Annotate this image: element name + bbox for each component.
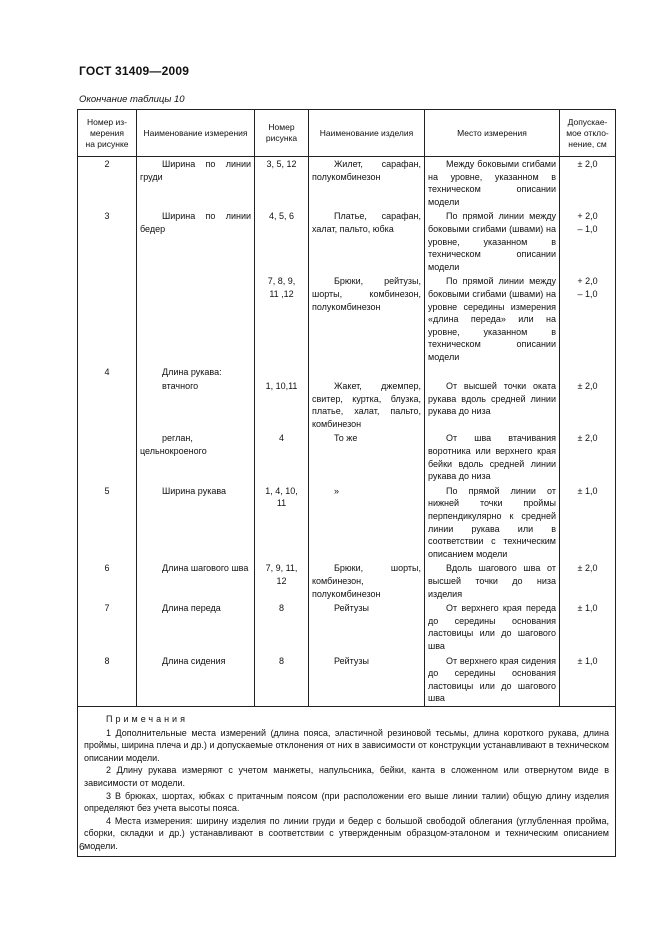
cell-place <box>425 365 560 380</box>
cell-number <box>78 274 137 364</box>
standard-title: ГОСТ 31409—2009 <box>79 64 190 78</box>
cell-figure: 3, 5, 12 <box>255 157 309 210</box>
cell-number: 3 <box>78 209 137 274</box>
table-row <box>78 157 616 210</box>
note-item: 3 В брюках, шортах, юбках с притачным поясом (при расположении его выше линии талии) общую длину изделия определяют без учета высоты пояса. <box>84 790 609 814</box>
measurements-table <box>77 109 616 857</box>
cell-tolerance <box>560 365 616 380</box>
cell-tolerance: ± 2,0 <box>560 561 616 601</box>
table-row <box>78 601 616 653</box>
col-header-tolerance: Допускае- мое откло- нение, см <box>560 110 616 157</box>
cell-number: 2 <box>78 157 137 210</box>
cell-item: Жакет, джемпер, свитер, куртка, блузка, платье, халат, пальто, комбинезон <box>309 379 425 431</box>
cell-item: Брюки, рейтузы, шорты, комбинезон, полукомбинезон <box>309 274 425 364</box>
col-header-figure: Номер рисунка <box>255 110 309 157</box>
col-header-measure: Наименование измерения <box>137 110 255 157</box>
cell-figure: 4, 5, 6 <box>255 209 309 274</box>
cell-item: Рейтузы <box>309 601 425 653</box>
table-row <box>78 561 616 601</box>
cell-tolerance: ± 2,0 <box>560 379 616 431</box>
cell-number: 4 <box>78 365 137 380</box>
cell-measure: Ширина по линии бедер <box>137 209 255 274</box>
cell-figure: 4 <box>255 431 309 483</box>
col-header-number: Номер из- мерения на рисунке <box>78 110 137 157</box>
cell-figure <box>255 365 309 380</box>
cell-item: Брюки, шорты, комбинезон, полукомбинезон <box>309 561 425 601</box>
cell-measure: Длина сидения <box>137 654 255 707</box>
notes-block <box>78 706 616 857</box>
cell-number <box>78 379 137 431</box>
cell-place: От верхнего края сидения до середины основания ластовицы или до шагового шва <box>425 654 560 707</box>
cell-measure: втачного <box>137 379 255 431</box>
cell-tolerance: ± 1,0 <box>560 484 616 562</box>
cell-place: От шва втачивания воротника или верхнего края бейки вдоль средней линии рукава до низа <box>425 431 560 483</box>
cell-item: То же <box>309 431 425 483</box>
cell-tolerance: + 2,0 – 1,0 <box>560 274 616 364</box>
cell-number: 6 <box>78 561 137 601</box>
cell-place: По прямой линии между боковыми сгибами (швами) на уровне, указанном в техническом описании модели <box>425 209 560 274</box>
table-row <box>78 379 616 431</box>
table-header-row <box>78 110 616 157</box>
cell-item <box>309 365 425 380</box>
cell-number: 5 <box>78 484 137 562</box>
cell-place: По прямой линии от нижней точки проймы перпендикулярно к средней линии рукава или в соответствии с техническим описанием модели <box>425 484 560 562</box>
cell-measure: реглан, цельнокроеного <box>137 431 255 483</box>
table-row <box>78 365 616 380</box>
cell-place: Между боковыми сгибами на уровне, указанном в техническом описании модели <box>425 157 560 210</box>
col-header-item: Наименование изделия <box>309 110 425 157</box>
cell-place: От высшей точки оката рукава вдоль средней линии рукава до низа <box>425 379 560 431</box>
cell-item: Жилет, сарафан, полукомбинезон <box>309 157 425 210</box>
cell-place: Вдоль шагового шва от высшей точки до низа изделия <box>425 561 560 601</box>
cell-number: 7 <box>78 601 137 653</box>
note-item: 2 Длину рукава измеряют с учетом манжеты, напульсника, бейки, канта в сложенном или отвернутом виде в зависимости от модели. <box>84 765 609 788</box>
cell-measure: Ширина рукава <box>137 484 255 562</box>
cell-item: Рейтузы <box>309 654 425 707</box>
cell-item: Платье, сарафан, халат, пальто, юбка <box>309 209 425 274</box>
note-item: 4 Места измерения: ширину изделия по линии груди и бедер с большой свободой облегания (углубленная пройма, сборки, складки и др.) устанавливают в соответствии с утвержденным образцом-эталоном и техническим описанием модели. <box>84 815 609 851</box>
cell-item: » <box>309 484 425 562</box>
cell-tolerance: ± 1,0 <box>560 654 616 707</box>
notes-row <box>78 706 616 857</box>
table-row <box>78 431 616 483</box>
table-caption: Окончание таблицы 10 <box>79 94 185 105</box>
table-row <box>78 274 616 364</box>
table-row <box>78 209 616 274</box>
cell-figure: 1, 4, 10, 11 <box>255 484 309 562</box>
page-number: 6 <box>79 842 85 853</box>
cell-measure: Ширина по линии груди <box>137 157 255 210</box>
cell-measure <box>137 274 255 364</box>
note-item: 1 Дополнительные места измерений (длина пояса, эластичной резиновой тесьмы, длина короткого рукава, длина проймы, ширина плеча и др.) и допускаемые отклонения от них в зависимости от конструкции устанавливают в техническом описании модели. <box>84 727 609 763</box>
cell-figure: 8 <box>255 601 309 653</box>
table-row <box>78 484 616 562</box>
cell-number: 8 <box>78 654 137 707</box>
table-row <box>78 654 616 707</box>
cell-measure: Длина переда <box>137 601 255 653</box>
cell-measure: Длина шагового шва <box>137 561 255 601</box>
cell-figure: 7, 8, 9, 11 ,12 <box>255 274 309 364</box>
cell-place: От верхнего края переда до середины основания ластовицы или до шагового шва <box>425 601 560 653</box>
cell-figure: 1, 10,11 <box>255 379 309 431</box>
col-header-place: Место измерения <box>425 110 560 157</box>
cell-tolerance: ± 1,0 <box>560 601 616 653</box>
cell-tolerance: ± 2,0 <box>560 431 616 483</box>
cell-number <box>78 431 137 483</box>
cell-tolerance: ± 2,0 <box>560 157 616 210</box>
cell-tolerance: + 2,0 – 1,0 <box>560 209 616 274</box>
notes-title: Примечания <box>106 713 188 724</box>
cell-figure: 7, 9, 11, 12 <box>255 561 309 601</box>
cell-figure: 8 <box>255 654 309 707</box>
cell-place: По прямой линии между боковыми сгибами (швами) на уровне середины измерения «длина переда» или на уровне, указанном в техническом описании модели <box>425 274 560 364</box>
cell-measure: Длина рукава: <box>137 365 255 380</box>
